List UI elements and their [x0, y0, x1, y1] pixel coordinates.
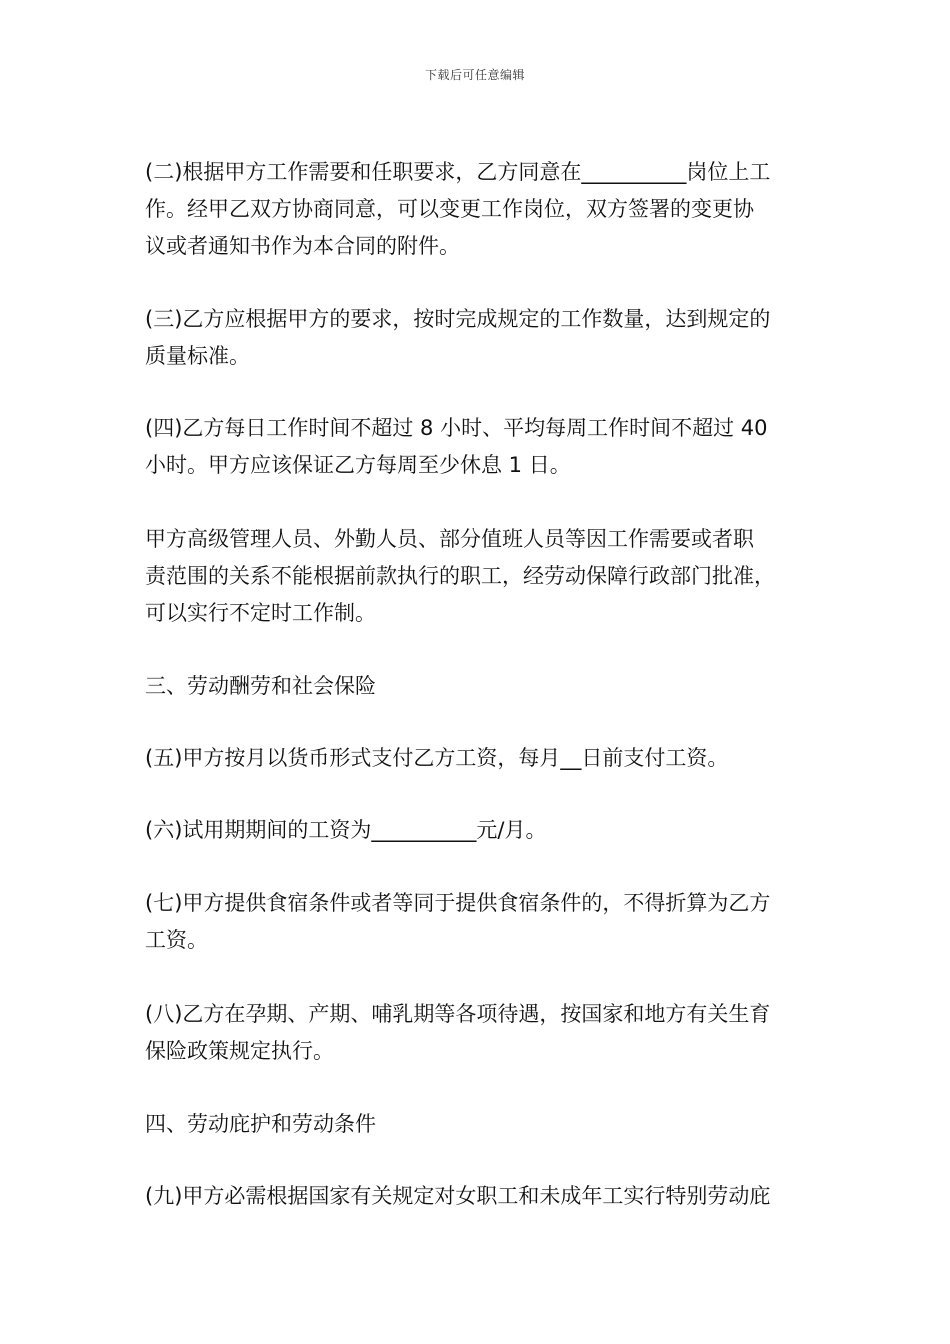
- text-line: 作。经甲乙双方协商同意，可以变更工作岗位，双方签署的变更协: [145, 197, 754, 221]
- text-line: 甲方高级管理人员、外勤人员、部分值班人员等因工作需要或者职: [145, 527, 754, 551]
- section-heading-3: [145, 668, 825, 705]
- text-line: 可以实行不定时工作制。: [145, 601, 376, 625]
- text-line: (二)根据甲方工作需要和任职要求，乙方同意在__________岗位上工: [145, 160, 771, 184]
- paragraph-clause-7: [145, 885, 825, 959]
- paragraph-clause-3: [145, 301, 825, 375]
- text-line: (四)乙方每日工作时间不超过 8 小时、平均每周工作时间不超过 40: [145, 416, 768, 440]
- text-line: (七)甲方提供食宿条件或者等同于提供食宿条件的，不得折算为乙方: [145, 891, 771, 915]
- paragraph-clause-6: [145, 812, 825, 849]
- paragraph-clause-5: [145, 740, 825, 777]
- paragraph-management: [145, 521, 825, 632]
- text-line: (六)试用期期间的工资为__________元/月。: [145, 818, 547, 842]
- text-line: (五)甲方按月以货币形式支付乙方工资，每月__日前支付工资。: [145, 746, 729, 770]
- page-header: 下载后可任意编辑: [424, 68, 525, 82]
- section-heading-text: 四、劳动庇护和劳动条件: [145, 1112, 376, 1136]
- text-line: 质量标准。: [145, 344, 250, 368]
- paragraph-clause-8: [145, 996, 825, 1070]
- text-line: 小时。甲方应该保证乙方每周至少休息 1 日。: [145, 453, 571, 477]
- text-line: 工资。: [145, 928, 208, 952]
- text-line: 保险政策规定执行。: [145, 1039, 334, 1063]
- text-line: (八)乙方在孕期、产期、哺乳期等各项待遇，按国家和地方有关生育: [145, 1002, 771, 1026]
- text-line: (九)甲方必需根据国家有关规定对女职工和未成年工实行特别劳动庇: [145, 1184, 771, 1208]
- paragraph-clause-4: [145, 410, 825, 484]
- text-line: (三)乙方应根据甲方的要求，按时完成规定的工作数量，达到规定的: [145, 307, 771, 331]
- paragraph-clause-2: [145, 154, 825, 265]
- section-heading-4: [145, 1106, 825, 1143]
- text-line: 责范围的关系不能根据前款执行的职工，经劳动保障行政部门批准，: [145, 564, 775, 588]
- paragraph-clause-9: [145, 1178, 825, 1215]
- text-line: 议或者通知书作为本合同的附件。: [145, 234, 460, 258]
- section-heading-text: 三、劳动酬劳和社会保险: [145, 674, 376, 698]
